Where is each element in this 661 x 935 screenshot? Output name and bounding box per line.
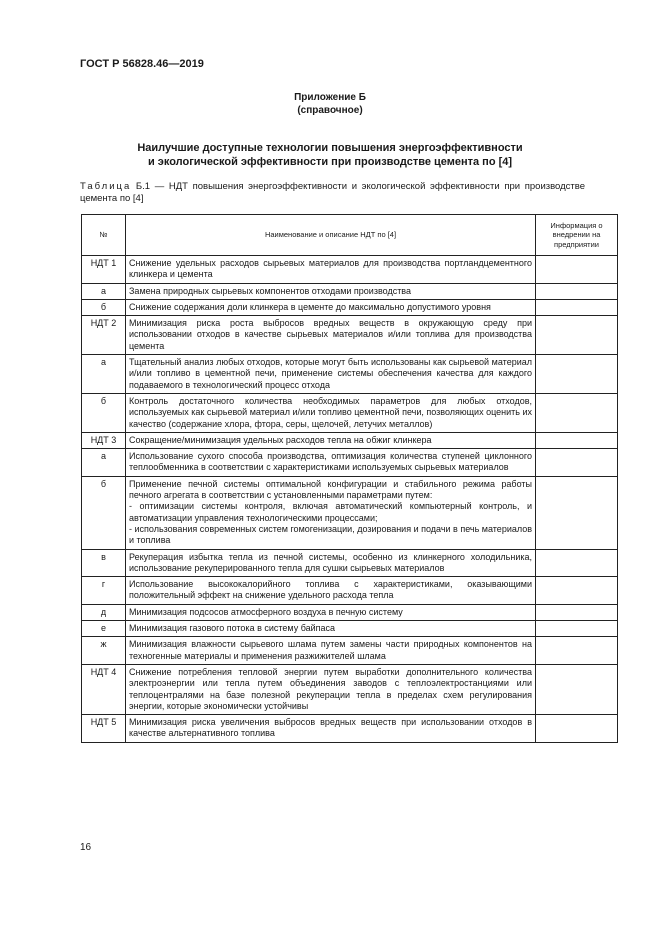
table-row [82, 449, 618, 477]
table-row [82, 355, 618, 394]
table-row [82, 476, 618, 549]
row-description: Снижение потребления тепловой энергии путем выработки дополнительного количества электроэнергии или тепла путем объединения заводов с теплоэлектростанциями или теплоцентралями на базе полезной рекуперации тепла в пределах схем регулирования энергии, которые экономически устойчивы [126, 664, 536, 714]
row-number: НДТ 2 [82, 316, 126, 355]
row-description: Использование сухого способа производства, оптимизация количества ступеней циклонного теплообменника в соответствии с характеристиками используемых сырьевых материалов [126, 449, 536, 477]
table-row [82, 637, 618, 665]
header-num: № [82, 215, 126, 256]
row-description: Использование высококалорийного топлива с характеристиками, оказывающими положительный эффект на снижение удельного расхода тепла [126, 577, 536, 605]
row-description: Тщательный анализ любых отходов, которые могут быть использованы как сырьевой материал и/или топливо в цементной печи, применение системы обеспечения качества для каждого подаваемого в технологический процесс отхода [126, 355, 536, 394]
row-implementation-info [536, 316, 618, 355]
document-id: ГОСТ Р 56828.46—2019 [80, 58, 204, 70]
table-row [82, 256, 618, 284]
row-implementation-info [536, 432, 618, 448]
row-number: д [82, 604, 126, 620]
table-body [82, 256, 618, 743]
row-implementation-info [536, 449, 618, 477]
row-description: Минимизация риска роста выбросов вредных веществ в окружающую среду при использовании отходов в качестве сырьевых материалов и/или топлива для производства цемента [126, 316, 536, 355]
row-description: Применение печной системы оптимальной конфигурации и стабильного режима работы печного агрегата в соответствии с установленными параметрами путем: - оптимизации системы контроля, включая автоматический компьютерный контроль, и автоматизации управления технологическими процессами; - использования современных систем гомогенизации, дозирования и подачи в печь материалов и топлива [126, 476, 536, 549]
table-row [82, 299, 618, 315]
row-number: б [82, 476, 126, 549]
table-row [82, 316, 618, 355]
table-row [82, 432, 618, 448]
annex-title-line-1: Наилучшие доступные технологии повышения энергоэффективности [137, 142, 523, 154]
row-number: б [82, 299, 126, 315]
row-number: НДТ 5 [82, 715, 126, 743]
row-description: Минимизация газового потока в систему байпаса [126, 621, 536, 637]
table-row [82, 283, 618, 299]
table-caption [80, 181, 585, 205]
table-header-row [82, 215, 618, 256]
ndt-table [81, 214, 618, 743]
row-number: НДТ 3 [82, 432, 126, 448]
row-implementation-info [536, 621, 618, 637]
table-row [82, 604, 618, 620]
row-implementation-info [536, 355, 618, 394]
annex-kind: (справочное) [297, 105, 363, 116]
row-description: Замена природных сырьевых компонентов отходами производства [126, 283, 536, 299]
table-row [82, 549, 618, 577]
row-implementation-info [536, 283, 618, 299]
row-number: ж [82, 637, 126, 665]
row-number: НДТ 1 [82, 256, 126, 284]
row-number: НДТ 4 [82, 664, 126, 714]
row-implementation-info [536, 637, 618, 665]
table-caption-text: Б.1 — НДТ повышения энергоэффективности и экологической эффективности при производстве цемента по [4] [80, 181, 585, 204]
row-implementation-info [536, 664, 618, 714]
table-row [82, 621, 618, 637]
row-number: а [82, 449, 126, 477]
row-implementation-info [536, 549, 618, 577]
row-number: е [82, 621, 126, 637]
table-caption-prefix: Таблица [80, 181, 132, 192]
page-number: 16 [80, 842, 92, 853]
row-implementation-info [536, 299, 618, 315]
row-number: б [82, 393, 126, 432]
row-number: г [82, 577, 126, 605]
row-implementation-info [536, 393, 618, 432]
table-row [82, 664, 618, 714]
row-implementation-info [536, 476, 618, 549]
table-row [82, 715, 618, 743]
row-description: Минимизация риска увеличения выбросов вредных веществ при использовании отходов в качестве альтернативного топлива [126, 715, 536, 743]
annex-heading [80, 91, 580, 117]
row-implementation-info [536, 577, 618, 605]
row-description: Минимизация подсосов атмосферного воздуха в печную систему [126, 604, 536, 620]
row-implementation-info [536, 715, 618, 743]
table-row [82, 577, 618, 605]
annex-title [80, 141, 580, 169]
annex-title-line-2: и экологической эффективности при производстве цемента по [4] [147, 156, 513, 168]
row-number: а [82, 355, 126, 394]
row-description: Снижение содержания доли клинкера в цементе до максимально допустимого уровня [126, 299, 536, 315]
row-implementation-info [536, 256, 618, 284]
table-row [82, 393, 618, 432]
annex-label: Приложение Б [294, 92, 366, 103]
row-description: Рекуперация избытка тепла из печной системы, особенно из клинкерного холодильника, использование рекуперированного тепла для сушки сырьевых материалов [126, 549, 536, 577]
row-number: а [82, 283, 126, 299]
header-desc: Наименование и описание НДТ по [4] [126, 215, 536, 256]
row-description: Минимизация влажности сырьевого шлама путем замены части природных компонентов на техногенные материалы и применения разжижителей шлама [126, 637, 536, 665]
row-description: Снижение удельных расходов сырьевых материалов для производства портландцементного клинкера и цемента [126, 256, 536, 284]
header-info: Информация о внедрении на предприятии [536, 215, 618, 256]
row-number: в [82, 549, 126, 577]
row-implementation-info [536, 604, 618, 620]
row-description: Сокращение/минимизация удельных расходов тепла на обжиг клинкера [126, 432, 536, 448]
row-description: Контроль достаточного количества необходимых параметров для любых отходов, используемых как сырьевой материал и/или топливо цементной печи, позволяющих оценить их качество (содержание хлора, фтора, серы, щелочей, летучих металлов) [126, 393, 536, 432]
